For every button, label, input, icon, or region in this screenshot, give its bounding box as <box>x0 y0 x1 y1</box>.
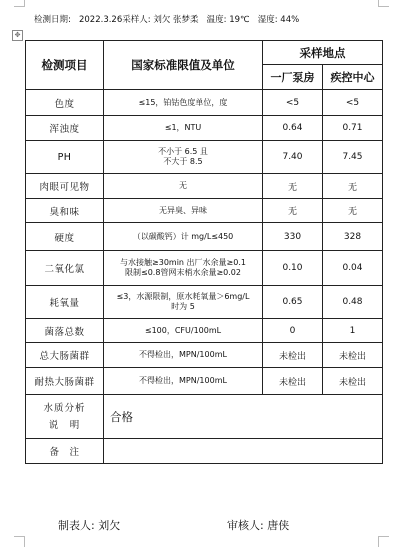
row-standard <box>104 90 263 116</box>
row-value-site-2: 无 <box>323 199 383 223</box>
row-value-site-1: 无 <box>263 174 323 199</box>
row-item: 总大肠菌群 <box>26 343 104 368</box>
row-standard-line: 与水接触≥30min 出厂水余量≥0.1 <box>120 258 246 267</box>
row-item: PH <box>26 141 104 174</box>
table-row <box>26 251 383 286</box>
row-item: 臭和味 <box>26 199 104 223</box>
row-value-site-2: 0.04 <box>323 251 383 286</box>
row-item: 浑浊度 <box>26 116 104 141</box>
reviewer-signature <box>227 517 289 533</box>
row-standard-line: 不得检出，MPN/100mL <box>139 376 227 385</box>
row-value-site-1: 0 <box>263 319 323 343</box>
analysis-row <box>26 395 383 439</box>
row-standard <box>104 174 263 199</box>
row-standard <box>104 319 263 343</box>
row-standard-line: 不小于 6.5 且 <box>158 147 208 156</box>
row-standard <box>104 368 263 395</box>
maker-signature <box>58 517 120 533</box>
remark-row <box>26 439 383 464</box>
sampler-label: 采样人: <box>122 15 151 25</box>
margin-corner-bottom-left <box>14 536 25 547</box>
row-standard <box>104 116 263 141</box>
row-standard-line: （以碳酸钙）计 mg/L≤450 <box>132 231 234 241</box>
row-standard-line: 无 <box>179 181 187 190</box>
row-value-site-2: 7.45 <box>323 141 383 174</box>
table-move-handle-icon[interactable]: ✥ <box>12 30 23 41</box>
table-row <box>26 343 383 368</box>
row-value-site-2: 未检出 <box>323 368 383 395</box>
row-value-site-1: 330 <box>263 223 323 251</box>
row-standard <box>104 141 263 174</box>
reviewer-label: 审核人: <box>227 519 264 532</box>
row-item: 二氧化氯 <box>26 251 104 286</box>
margin-corner-top-right <box>378 0 389 7</box>
row-value-site-1: 未检出 <box>263 368 323 395</box>
sampler-value: 刘欠 张梦柔 <box>153 15 199 25</box>
remark-value <box>104 439 383 464</box>
row-value-site-1: 0.64 <box>263 116 323 141</box>
row-value-site-2: 1 <box>323 319 383 343</box>
table-row <box>26 286 383 319</box>
row-standard-line: 无异臭、异味 <box>159 205 207 215</box>
row-item: 色度 <box>26 90 104 116</box>
row-value-site-1: 0.65 <box>263 286 323 319</box>
table-row <box>26 223 383 251</box>
table-row <box>26 141 383 174</box>
maker-value: 刘欠 <box>98 519 121 532</box>
date-value: 2022.3.26 <box>78 15 123 25</box>
row-value-site-1: 0.10 <box>263 251 323 286</box>
row-value-site-2: 未检出 <box>323 343 383 368</box>
table-row <box>26 368 383 395</box>
row-value-site-2: 0.48 <box>323 286 383 319</box>
row-standard <box>104 199 263 223</box>
maker-label: 制表人: <box>58 519 95 532</box>
row-item: 耐热大肠菌群 <box>26 368 104 395</box>
row-item: 肉眼可见物 <box>26 174 104 199</box>
analysis-label-line-2: 说 明 <box>48 419 81 431</box>
row-value-site-1: 7.40 <box>263 141 323 174</box>
remark-label: 备 注 <box>26 439 104 464</box>
header-item: 检测项目 <box>26 41 104 90</box>
row-standard-line: ≤100，CFU/100mL <box>144 325 222 335</box>
row-value-site-2: 无 <box>323 174 383 199</box>
analysis-value: 合格 <box>104 395 383 439</box>
row-standard-line: ≤1，NTU <box>164 123 202 132</box>
table-row <box>26 90 383 116</box>
margin-corner-top-left <box>14 0 25 7</box>
table-row <box>26 199 383 223</box>
row-standard-line: 限制≤0.8管网末梢水余量≥0.02 <box>125 268 241 277</box>
row-item: 硬度 <box>26 223 104 251</box>
table-row <box>26 319 383 343</box>
table-row <box>26 116 383 141</box>
row-value-site-2: 328 <box>323 223 383 251</box>
row-standard-line: 不大于 8.5 <box>163 157 203 166</box>
row-item: 菌落总数 <box>26 319 104 343</box>
row-standard-line: 不得检出，MPN/100mL <box>139 350 227 359</box>
header-line <box>34 13 299 25</box>
row-standard <box>104 286 263 319</box>
row-standard-line: 时为 5 <box>171 302 195 311</box>
row-standard <box>104 343 263 368</box>
water-quality-table <box>25 40 383 464</box>
reviewer-value: 唐侠 <box>267 519 290 532</box>
humidity-value: 44% <box>280 15 300 25</box>
table-row <box>26 174 383 199</box>
row-value-site-1: 未检出 <box>263 343 323 368</box>
table-header-row <box>26 41 383 65</box>
row-value-site-1: <5 <box>263 90 323 116</box>
header-site-2: 疾控中心 <box>323 65 383 90</box>
margin-corner-bottom-right <box>378 536 389 547</box>
temp-label: 温度: <box>206 15 227 25</box>
row-standard-line: ≤15，铂钴色度单位，度 <box>138 97 228 107</box>
temp-value: 19℃ <box>229 15 250 25</box>
header-standard: 国家标准限值及单位 <box>104 41 263 90</box>
row-standard <box>104 251 263 286</box>
humidity-label: 湿度: <box>257 15 278 25</box>
header-site-1: 一厂泵房 <box>263 65 323 90</box>
row-value-site-2: 0.71 <box>323 116 383 141</box>
row-value-site-1: 无 <box>263 199 323 223</box>
analysis-label-line-1: 水质分析 <box>43 402 86 414</box>
analysis-label <box>26 395 104 439</box>
row-standard <box>104 223 263 251</box>
date-label: 检测日期: <box>34 15 71 25</box>
header-sampling-site: 采样地点 <box>263 41 383 65</box>
row-value-site-2: <5 <box>323 90 383 116</box>
row-standard-line: ≤3，水源限制，原水耗氧量＞6mg/L <box>116 292 250 301</box>
row-item: 耗氧量 <box>26 286 104 319</box>
